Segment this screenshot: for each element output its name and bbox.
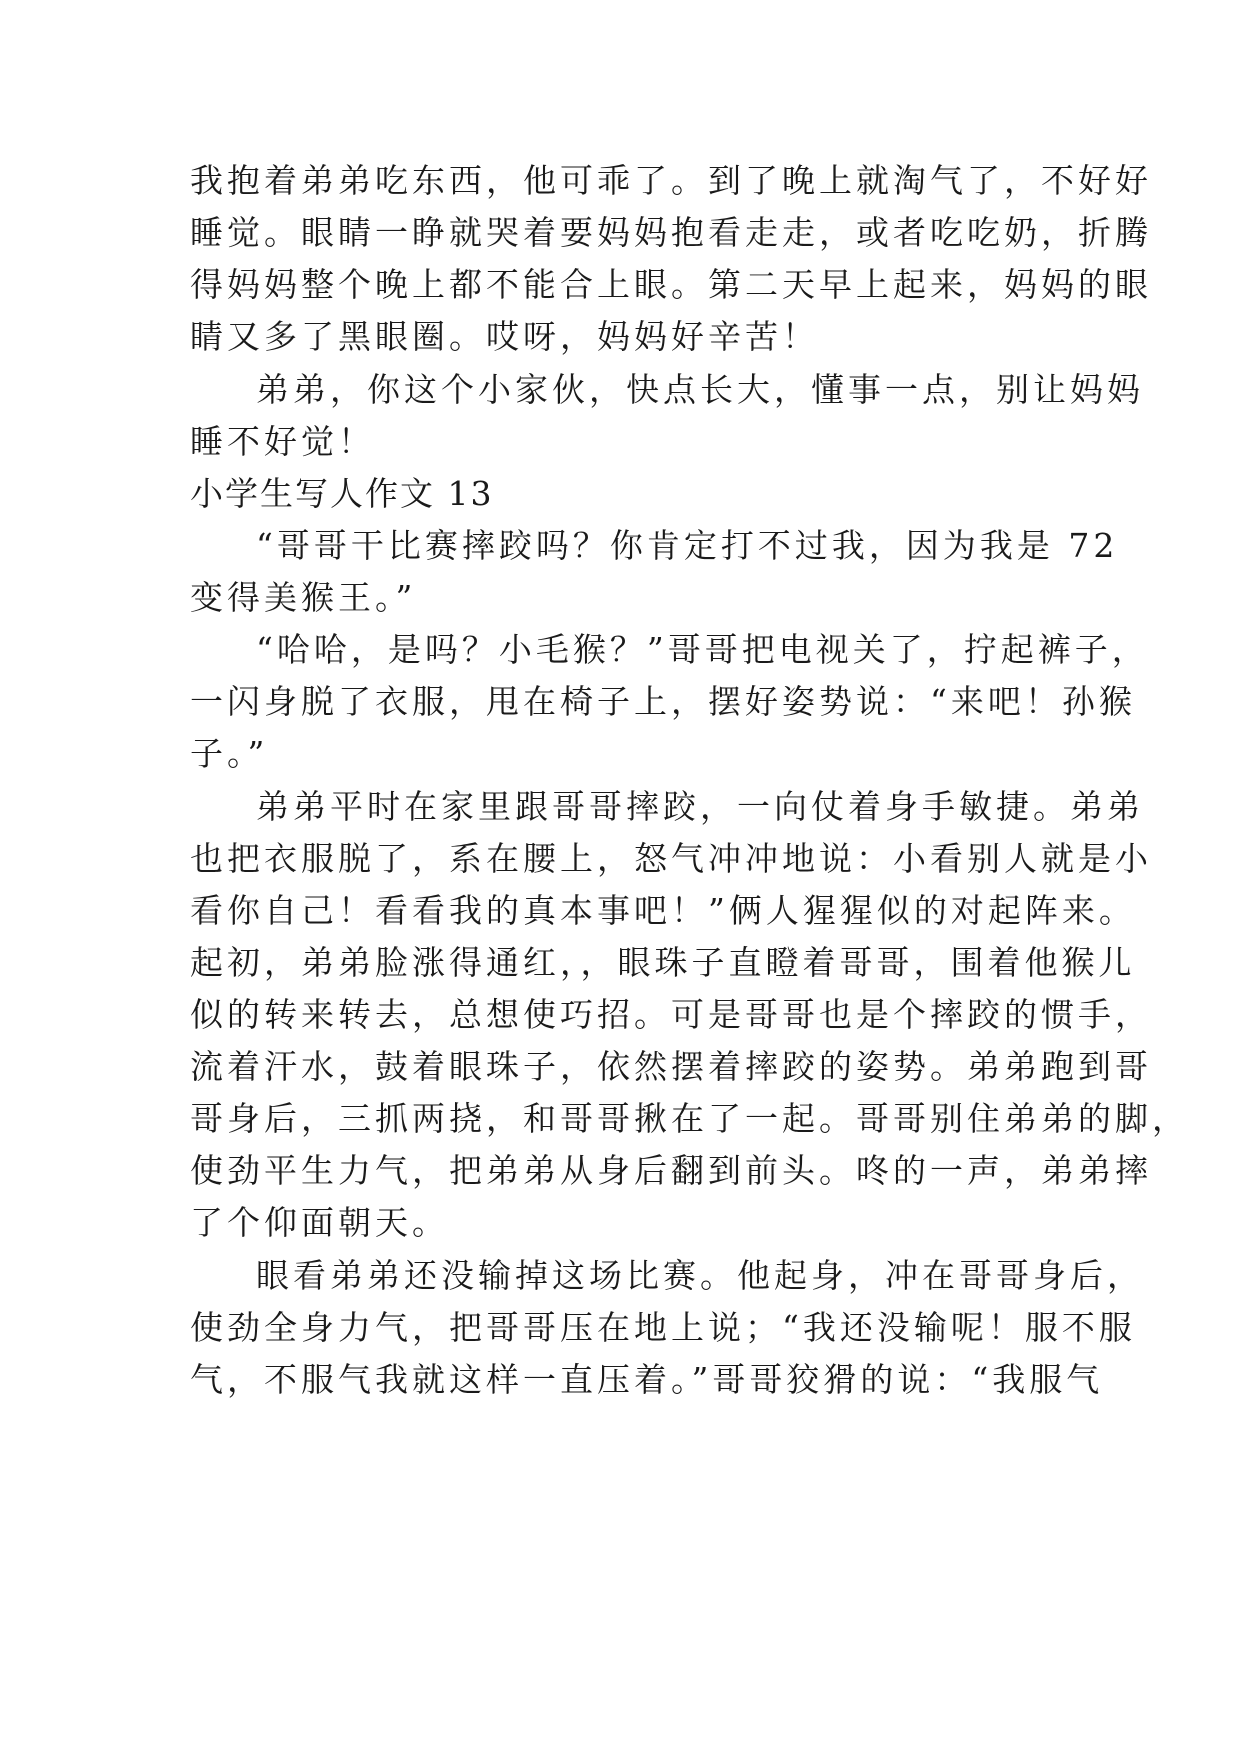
text-line: 变得美猴王。” xyxy=(190,578,417,617)
paragraph-first-line: 弟弟平时在家里跟哥哥摔跤，一向仗着身手敏捷。弟弟 xyxy=(256,787,1144,826)
paragraph-first-line: “哥哥干比赛摔跤吗？你肯定打不过我，因为我是 72 xyxy=(256,526,1119,565)
text-line: 哥身后，三抓两挠，和哥哥揪在了一起。哥哥别住弟弟的脚， xyxy=(190,1099,1189,1138)
text-line: 使劲全身力气，把哥哥压在地上说；“我还没输呢！服不服 xyxy=(190,1308,1136,1347)
paragraph-first-line: “哈哈，是吗？小毛猴？”哥哥把电视关了，拧起裤子， xyxy=(256,630,1149,669)
text-line: 流着汗水，鼓着眼珠子，依然摆着摔跤的姿势。弟弟跑到哥 xyxy=(190,1047,1152,1086)
text-line: 睡不好觉！ xyxy=(190,422,375,461)
text-line: 起初，弟弟脸涨得通红，，眼珠子直瞪着哥哥，围着他猴儿 xyxy=(190,943,1136,982)
text-line: 使劲平生力气，把弟弟从身后翻到前头。咚的一声，弟弟摔 xyxy=(190,1151,1152,1190)
text-line: 似的转来转去，总想使巧招。可是哥哥也是个摔跤的惯手， xyxy=(190,995,1152,1034)
text-line: 气，不服气我就这样一直压着。”哥哥狡猾的说：“我服气 xyxy=(190,1360,1104,1399)
text-line: 子。” xyxy=(190,734,269,773)
text-line: 得妈妈整个晚上都不能合上眼。第二天早上起来，妈妈的眼 xyxy=(190,265,1152,304)
paragraph-first-line: 眼看弟弟还没输掉这场比赛。他起身，冲在哥哥身后， xyxy=(256,1256,1144,1295)
text-line: 看你自己！看看我的真本事吧！”俩人猩猩似的对起阵来。 xyxy=(190,891,1136,930)
paragraph-first-line: 弟弟，你这个小家伙，快点长大，懂事一点，别让妈妈 xyxy=(256,370,1144,409)
text-line: 我抱着弟弟吃东西，他可乖了。到了晚上就淘气了，不好好 xyxy=(190,161,1152,200)
text-line: 也把衣服脱了，系在腰上，怒气冲冲地说：小看别人就是小 xyxy=(190,839,1152,878)
text-line: 睛又多了黑眼圈。哎呀，妈妈好辛苦！ xyxy=(190,317,819,356)
text-line: 睡觉。眼睛一睁就哭着要妈妈抱看走走，或者吃吃奶，折腾 xyxy=(190,213,1152,252)
section-heading: 小学生写人作文 13 xyxy=(190,474,494,513)
text-line: 一闪身脱了衣服，甩在椅子上，摆好姿势说：“来吧！孙猴 xyxy=(190,682,1136,721)
text-line: 了个仰面朝天。 xyxy=(190,1203,449,1242)
